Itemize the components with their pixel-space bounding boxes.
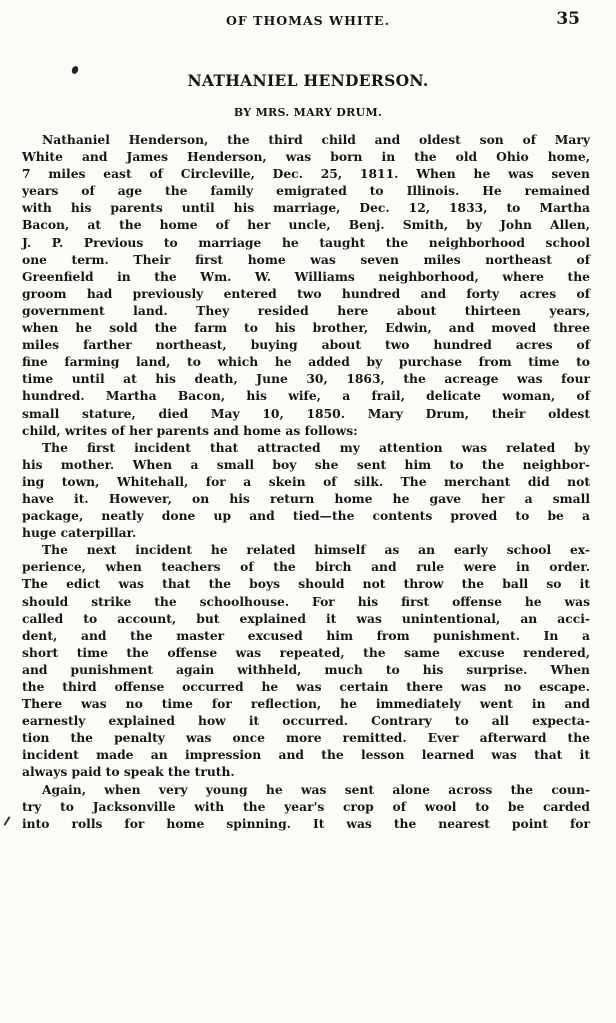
text-line: with his parents until his marriage, Dec. 12, 1833, to Martha <box>22 200 590 216</box>
running-head: OF THOMAS WHITE. <box>226 13 390 28</box>
text-line: groom had previously entered two hundred and forty acres of <box>22 285 590 301</box>
text-line: perience, when teachers of the birch and rule were in order. <box>22 559 590 575</box>
text-line: The edict was that the boys should not throw the ball so it <box>22 576 590 592</box>
text-line: have it. However, on his return home he gave her a small <box>22 490 590 506</box>
text-line: government land. They resided here about thirteen years, <box>22 302 590 318</box>
text-line: should strike the schoolhouse. For his first offense he was <box>22 593 590 609</box>
text-line: one term. Their first home was seven miles northeast of <box>22 251 590 267</box>
text-line: try to Jacksonville with the year's crop of wool to be carded <box>22 798 590 814</box>
text-line: White and James Henderson, was born in the old Ohio home, <box>22 149 590 165</box>
text-line: miles farther northeast, buying about two hundred acres of <box>22 337 590 353</box>
body-text <box>22 131 590 832</box>
text-line: fine farming land, to which he added by purchase from time to <box>22 354 590 370</box>
margin-pencil-mark <box>4 816 11 826</box>
text-line: earnestly explained how it occurred. Contrary to all expecta- <box>22 713 590 729</box>
text-line: J. P. Previous to marriage he taught the neighborhood school <box>22 234 590 250</box>
text-line: huge caterpillar. <box>22 525 137 541</box>
text-line: Greenfield in the Wm. W. Williams neighborhood, where the <box>22 268 590 284</box>
text-line: short time the offense was repeated, the same excuse rendered, <box>22 644 590 660</box>
text-line: years of age the family emigrated to Illinois. He remained <box>22 183 590 199</box>
text-line: time until at his death, June 30, 1863, the acreage was four <box>22 371 590 387</box>
text-line: always paid to speak the truth. <box>22 764 235 780</box>
text-line: the third offense occurred he was certain there was no escape. <box>22 679 590 694</box>
text-line: hundred. Martha Bacon, his wife, a frail, delicate woman, of <box>22 388 590 404</box>
page-number: 35 <box>556 9 580 29</box>
text-line: The first incident that attracted my attention was related by <box>42 439 590 455</box>
text-line: child, writes of her parents and home as follows: <box>22 422 358 438</box>
text-line: into rolls for home spinning. It was the nearest point for <box>22 815 590 831</box>
text-line: when he sold the farm to his brother, Edwin, and moved three <box>22 320 590 336</box>
text-line: tion the penalty was once more remitted. Ever afterward the <box>22 730 590 746</box>
text-line: 7 miles east of Circleville, Dec. 25, 1811. When he was seven <box>22 166 590 182</box>
article-title: NATHANIEL HENDERSON. <box>187 71 429 90</box>
text-line: The next incident he related himself as an early school ex- <box>42 542 590 558</box>
text-line: ing town, Whitehall, for a skein of silk. The merchant did not <box>22 473 590 489</box>
text-line: incident made an impression and the lesson learned was that it <box>22 747 590 763</box>
text-line: Again, when very young he was sent alone across the coun- <box>42 781 590 797</box>
article-byline: BY MRS. MARY DRUM. <box>233 106 383 119</box>
text-line: Bacon, at the home of her uncle, Benj. Smith, by John Allen, <box>22 217 590 233</box>
text-line: called to account, but explained it was unintentional, an acci- <box>22 610 590 626</box>
text-line: and punishment again withheld, much to his surprise. When <box>22 661 590 677</box>
text-line: dent, and the master excused him from punishment. In a <box>22 627 590 643</box>
text-line: Nathaniel Henderson, the third child and oldest son of Mary <box>42 132 590 147</box>
text-line: There was no time for reflection, he immediately went in and <box>22 696 590 712</box>
text-line: his mother. When a small boy she sent him to the neighbor- <box>22 456 590 472</box>
text-line: package, neatly done up and tied—the contents proved to be a <box>22 508 590 524</box>
text-line: small stature, died May 10, 1850. Mary Drum, their oldest <box>22 405 590 421</box>
